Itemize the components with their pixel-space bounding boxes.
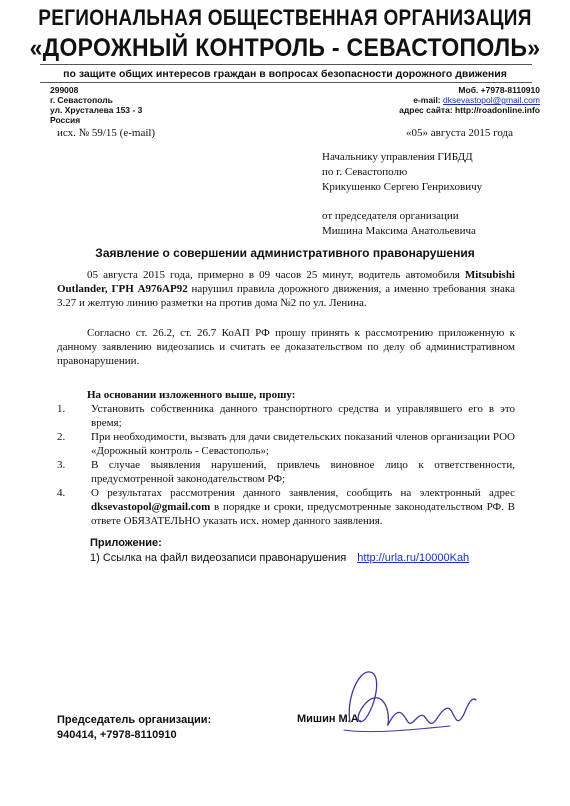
item-number: 4. (57, 487, 66, 499)
org-contacts (399, 85, 540, 115)
email-link[interactable]: dksevastopol@gmail.com (443, 95, 540, 105)
org-name-line1: РЕГИОНАЛЬНАЯ ОБЩЕСТВЕННАЯ ОРГАНИЗАЦИЯ (38, 6, 532, 31)
paragraph-request: Согласно ст. 26.2, ст. 26.7 КоАП РФ прошу принять к рассмотрению приложенную к данному заявлению видеозапись и считать ее доказательством по делу об административном правонарушении. (57, 327, 515, 367)
list-item (57, 458, 515, 486)
handwritten-signature (340, 660, 485, 745)
list-item (57, 486, 515, 528)
outgoing-ref: исх. № 59/15 (e-mail) (57, 127, 156, 139)
item-text: При необходимости, вызвать для дачи свидетельских показаний членов организации РОО «Дорожный контроль - Севастополь»; (91, 431, 515, 457)
signer-block (57, 713, 211, 743)
recipient-city: по г. Севастополю (322, 166, 408, 178)
item-text (91, 486, 515, 528)
appendix-heading: Приложение: (90, 537, 162, 549)
item-number: 3. (57, 459, 66, 471)
incident-text: 05 августа 2015 года, примерно в 09 часов 25 минут, водитель автомобиля (87, 269, 465, 281)
item-text-part: в порядке и сроки, предусмотренные законодательством РФ. В ответе ОБЯЗАТЕЛЬНО указать исх. номер данного заявления. (91, 501, 515, 527)
signer-name: Мишин М.А. (297, 713, 362, 725)
request-list (57, 402, 515, 528)
item-text: Установить собственника данного транспортного средства и управлявшего его в это время; (91, 403, 515, 429)
recipient-position: Начальнику управления ГИБДД (322, 151, 473, 163)
addressee-block (322, 150, 482, 239)
appendix-text: Ссылка на файл видеозаписи правонарушения (102, 552, 347, 564)
sender-position: от председателя организации (322, 210, 459, 222)
city: г. Севастополь (50, 95, 113, 105)
signer-position: Председатель организации: (57, 714, 212, 726)
signer-contacts: 940414, +7978-8110910 (57, 729, 177, 741)
sender-name: Мишина Максима Анатольевича (322, 225, 476, 237)
item-text: В случае выявления нарушений, привлечь виновное лицо к ответственности, предусмотренной законодательством РФ; (91, 459, 515, 485)
item-number: 2. (57, 431, 66, 443)
letter-date: «05» августа 2015 года (406, 127, 513, 139)
street: ул. Хрусталева 153 - 3 (50, 105, 143, 115)
incident-text-end: нарушил правила дорожного движения, а именно требования знака 3.27 и желтую линию разметки на против дома №2 по ул. Ленина. (57, 283, 515, 309)
org-address (50, 85, 142, 125)
appendix-number: 1) (90, 552, 100, 564)
list-item (57, 402, 515, 430)
document-title: Заявление о совершении административного правонарушения (95, 246, 475, 260)
appendix-item (90, 552, 469, 564)
item-number: 1. (57, 403, 66, 415)
website[interactable]: адрес сайта: http://roadonline.info (399, 105, 540, 115)
org-name-line2: «ДОРОЖНЫЙ КОНТРОЛЬ - СЕВАСТОПОЛЬ» (29, 32, 541, 62)
vehicle-info: Mitsubishi Outlander, ГРН А976АР92 (57, 269, 515, 295)
recipient-name: Крикушенко Сергею Генриховичу (322, 181, 483, 193)
postcode: 299008 (50, 85, 79, 95)
video-link[interactable]: http://urla.ru/10000Kah (357, 552, 470, 564)
request-heading: На основании изложенного выше, прошу: (87, 389, 296, 401)
reply-email: dksevastopol@gmail.com (91, 501, 211, 513)
org-subtitle: по защите общих интересов граждан в вопросах безопасности дорожного движения (63, 68, 507, 80)
phone: Моб. +7978-8110910 (458, 85, 540, 95)
header-divider-bottom (40, 82, 532, 83)
country: Россия (50, 115, 81, 125)
email-label: e-mail: (413, 95, 441, 105)
list-item (57, 430, 515, 458)
email-line (399, 95, 540, 105)
paragraph-incident (57, 268, 515, 310)
item-text-part: О результатах рассмотрения данного заявления, сообщить на электронный адрес (91, 487, 515, 499)
header-divider (40, 64, 532, 65)
